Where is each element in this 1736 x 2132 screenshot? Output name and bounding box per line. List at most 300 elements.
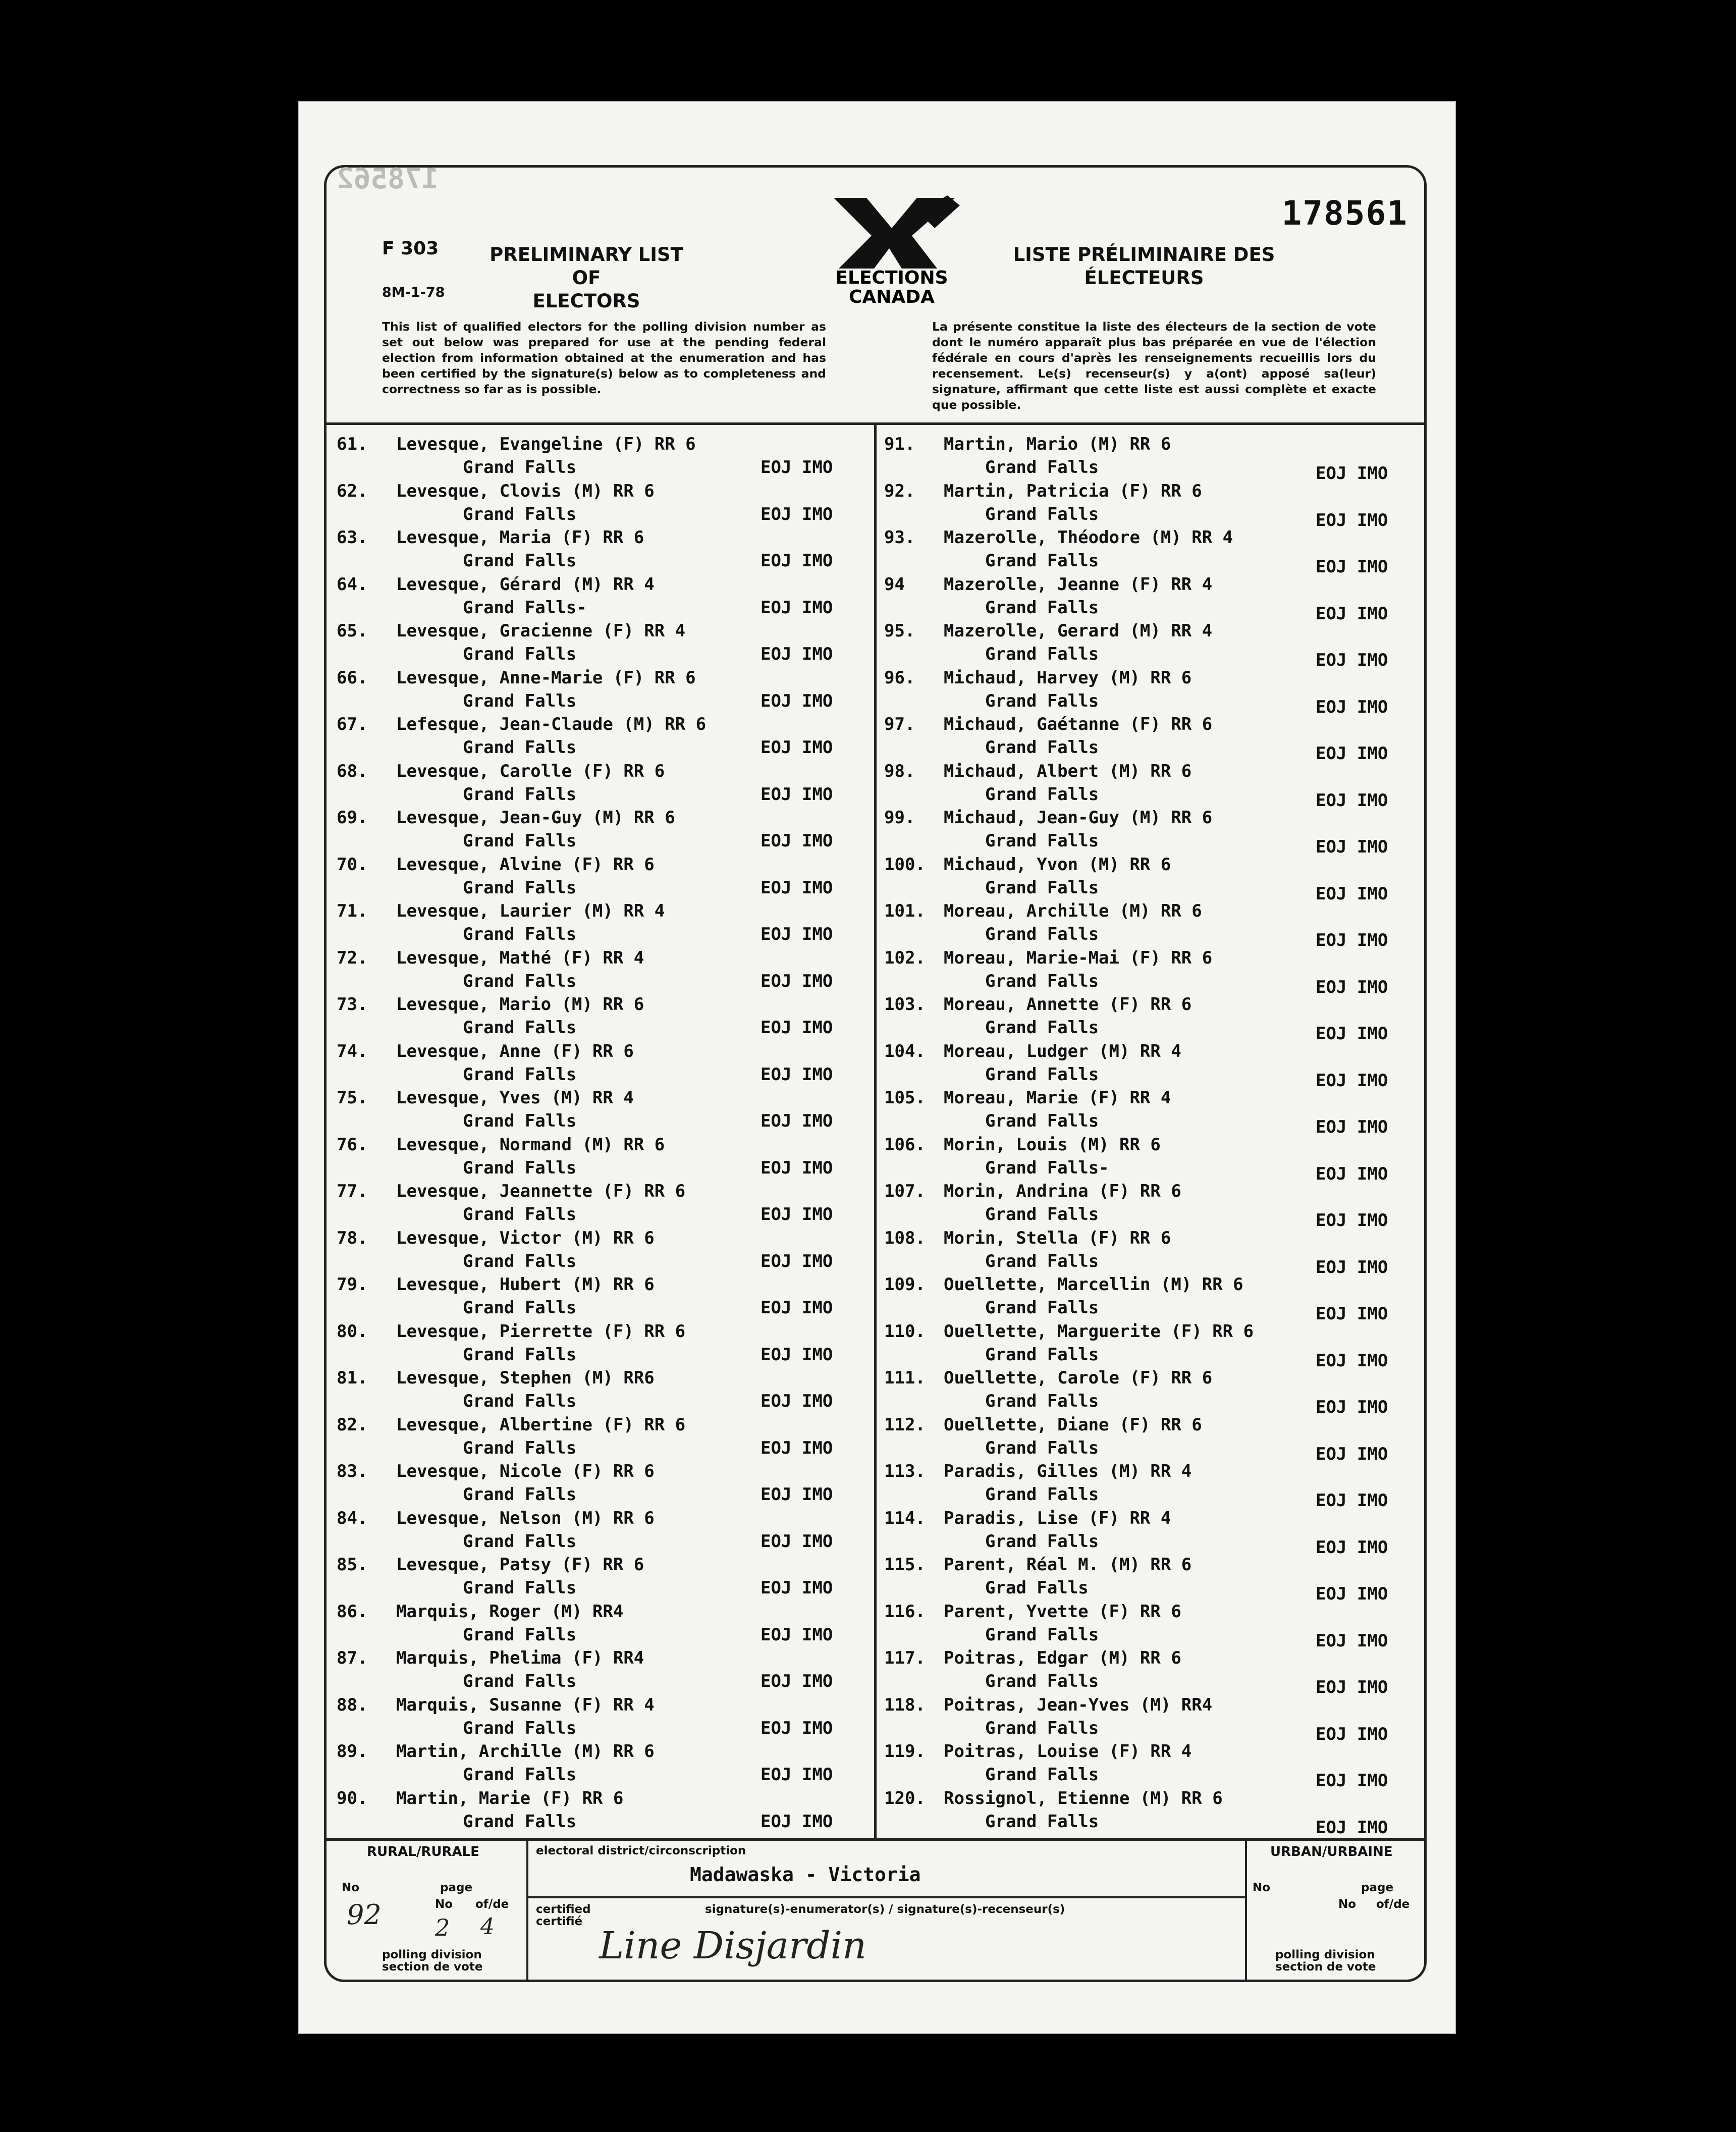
- elector-place: Grand Falls: [463, 1018, 577, 1038]
- elector-line-1: [337, 1041, 634, 1061]
- elector-line-1: [884, 668, 1191, 688]
- elector-number: 79.: [337, 1274, 368, 1295]
- elector-postal-code: EOJ IMO: [761, 924, 833, 944]
- elector-entry: [337, 761, 861, 808]
- elector-postal-code: EOJ IMO: [1316, 1537, 1388, 1558]
- elector-name: Levesque, Stephen (M) RR6: [396, 1368, 655, 1388]
- elector-place: Grand Falls: [463, 1391, 577, 1411]
- elector-entry: [884, 1368, 1414, 1415]
- elector-entry: [337, 1695, 861, 1742]
- elector-number: 69.: [337, 808, 368, 828]
- elector-entry: [884, 621, 1414, 668]
- elector-postal-code: EOJ IMO: [761, 1391, 833, 1411]
- elector-place: Grand Falls: [985, 831, 1099, 851]
- elector-place: Grand Falls: [985, 1391, 1099, 1411]
- elector-place: Grand Falls: [985, 644, 1099, 664]
- elector-number: 76.: [337, 1134, 368, 1155]
- elector-number: 62.: [337, 481, 368, 501]
- elector-number: 107.: [884, 1181, 926, 1201]
- elector-name: Martin, Patricia (F) RR 6: [944, 481, 1202, 501]
- elector-postal-code: EOJ IMO: [761, 1437, 833, 1458]
- elector-entry: [337, 994, 861, 1041]
- elector-line-1: [884, 948, 1212, 968]
- elector-name: Levesque, Anne (F) RR 6: [396, 1041, 634, 1061]
- elector-name: Moreau, Marie-Mai (F) RR 6: [944, 947, 1213, 968]
- elector-entry: [884, 808, 1414, 855]
- elector-postal-code: EOJ IMO: [1316, 1630, 1388, 1651]
- elector-postal-code: EOJ IMO: [1316, 463, 1388, 484]
- elector-place: Grand Falls: [985, 504, 1099, 524]
- elector-number: 86.: [337, 1601, 368, 1622]
- elector-number: 78.: [337, 1228, 368, 1248]
- elector-number: 106.: [884, 1134, 926, 1155]
- elector-postal-code: EOJ IMO: [761, 1204, 833, 1224]
- elector-name: Morin, Stella (F) RR 6: [944, 1228, 1171, 1248]
- elector-entry: [884, 901, 1414, 948]
- elector-line-1: [337, 1508, 655, 1528]
- elector-entry: [337, 574, 861, 621]
- elector-line-1: [337, 574, 655, 595]
- elector-name: Levesque, Gracienne (F) RR 4: [396, 621, 686, 641]
- elector-line-1: [884, 1135, 1161, 1155]
- elector-place: Grand Falls: [985, 1064, 1099, 1085]
- elector-place: Grand Falls: [463, 1251, 577, 1271]
- elector-number: 95.: [884, 621, 915, 641]
- elector-place: Grand Falls: [463, 784, 577, 805]
- electors-list: [327, 422, 1424, 1841]
- elector-postal-code: EOJ IMO: [1316, 697, 1388, 717]
- elector-name: Parent, Réal M. (M) RR 6: [944, 1555, 1192, 1575]
- elector-postal-code: EOJ IMO: [761, 1064, 833, 1085]
- elector-name: Poitras, Louise (F) RR 4: [944, 1741, 1192, 1762]
- elector-line-1: [884, 855, 1171, 875]
- elector-number: 63.: [337, 527, 368, 548]
- certified-label-1: certified: [536, 1903, 591, 1916]
- elector-place: Grand Falls: [463, 1671, 577, 1691]
- elector-entry: [337, 1321, 861, 1368]
- elector-place: Grand Falls: [463, 457, 577, 477]
- elector-postal-code: EOJ IMO: [1316, 1444, 1388, 1464]
- elector-place: Grand Falls: [985, 1718, 1099, 1738]
- elector-number: 88.: [337, 1694, 368, 1715]
- elector-place: Grand Falls: [985, 1344, 1099, 1365]
- elector-place: Grand Falls: [985, 1624, 1099, 1645]
- elector-postal-code: EOJ IMO: [761, 1298, 833, 1318]
- elector-place: Grand Falls: [463, 1578, 577, 1598]
- elector-name: Moreau, Ludger (M) RR 4: [944, 1041, 1181, 1061]
- elector-line-1: [337, 994, 644, 1015]
- elector-name: Levesque, Clovis (M) RR 6: [396, 481, 655, 501]
- signature-label: signature(s)-enumerator(s) / signature(s)-recenseur(s): [705, 1903, 1065, 1916]
- elector-line-1: [884, 714, 1212, 734]
- elector-place: Grand Falls: [985, 877, 1099, 898]
- elector-number: 100.: [884, 854, 926, 875]
- elector-line-1: [337, 1461, 655, 1481]
- elector-entry: [337, 1274, 861, 1321]
- elector-name: Levesque, Alvine (F) RR 6: [396, 854, 655, 875]
- logo-text-line-1: ELECTIONS: [835, 268, 948, 288]
- elector-entry: [884, 1508, 1414, 1558]
- elector-name: Moreau, Marie (F) RR 4: [944, 1088, 1171, 1108]
- elector-name: Ouellette, Carole (F) RR 6: [944, 1368, 1213, 1388]
- elector-line-1: [337, 714, 706, 734]
- elector-line-1: [337, 855, 655, 875]
- elector-name: Levesque, Anne-Marie (F) RR 6: [396, 667, 696, 688]
- elector-postal-code: EOJ IMO: [761, 1624, 833, 1645]
- rural-no-label: No: [342, 1881, 360, 1894]
- elector-entry: [884, 1415, 1414, 1462]
- elector-entry: [337, 1041, 861, 1088]
- elector-line-1: [884, 1041, 1181, 1061]
- elector-name: Levesque, Patsy (F) RR 6: [396, 1555, 644, 1575]
- elector-line-1: [884, 1321, 1254, 1342]
- elector-place: Grad Falls: [985, 1578, 1089, 1598]
- elector-postal-code: EOJ IMO: [761, 597, 833, 618]
- elector-line-1: [337, 1135, 665, 1155]
- elector-number: 90.: [337, 1788, 368, 1808]
- elector-place: Grand Falls: [985, 1811, 1099, 1832]
- elector-line-1: [337, 1321, 685, 1342]
- elector-line-1: [884, 621, 1212, 641]
- elector-postal-code: EOJ IMO: [761, 504, 833, 524]
- elector-line-1: [884, 1695, 1212, 1715]
- elector-line-1: [884, 1508, 1171, 1528]
- elector-entry: [884, 481, 1414, 528]
- title-fr-line-2: ÉLECTEURS: [1084, 267, 1204, 289]
- elector-entry: [337, 1135, 861, 1182]
- elector-line-1: [884, 1181, 1181, 1201]
- elector-line-1: [884, 1741, 1191, 1762]
- elector-line-1: [337, 481, 655, 501]
- elector-line-1: [337, 761, 665, 781]
- elector-line-1: [337, 1274, 655, 1295]
- elector-number: 94: [884, 574, 905, 595]
- elector-name: Mazerolle, Gerard (M) RR 4: [944, 621, 1213, 641]
- x-mark-icon: [819, 188, 965, 269]
- elector-place: Grand Falls: [463, 1718, 577, 1738]
- elector-postal-code: EOJ IMO: [1316, 837, 1388, 857]
- elector-line-1: [337, 1788, 623, 1808]
- elector-entry: [884, 1788, 1414, 1838]
- title-en-line-1: PRELIMINARY LIST OF: [490, 244, 683, 289]
- elector-place: Grand Falls: [985, 597, 1099, 618]
- elector-postal-code: EOJ IMO: [1316, 1257, 1388, 1277]
- elector-postal-code: EOJ IMO: [1316, 557, 1388, 577]
- rural-polling-division-label-1: polling division: [382, 1948, 482, 1961]
- urban-polling-division-label-1: polling division: [1275, 1948, 1375, 1961]
- elector-place: Grand Falls: [985, 1531, 1099, 1552]
- elector-line-1: [337, 901, 665, 921]
- elector-place: Grand Falls: [985, 924, 1099, 944]
- elector-entry: [884, 1135, 1414, 1182]
- elector-number: 74.: [337, 1041, 368, 1061]
- elector-postal-code: EOJ IMO: [1316, 1677, 1388, 1697]
- elector-postal-code: EOJ IMO: [761, 784, 833, 805]
- title-french: [1013, 243, 1275, 290]
- elector-number: 111.: [884, 1368, 926, 1388]
- elector-line-1: [884, 1274, 1243, 1295]
- elector-entry: [337, 1602, 861, 1648]
- elector-postal-code: EOJ IMO: [1316, 743, 1388, 764]
- elector-place: Grand Falls: [463, 1811, 577, 1832]
- elector-number: 110.: [884, 1321, 926, 1342]
- elector-place: Grand Falls: [985, 1111, 1099, 1131]
- elector-name: Levesque, Jeannette (F) RR 6: [396, 1181, 686, 1201]
- elector-entry: [884, 1228, 1414, 1275]
- elector-line-1: [337, 621, 685, 641]
- elector-entry: [337, 855, 861, 901]
- elector-place: Grand Falls: [985, 690, 1099, 711]
- elector-number: 108.: [884, 1228, 926, 1248]
- elector-number: 65.: [337, 621, 368, 641]
- elector-entry: [884, 1648, 1414, 1695]
- elector-line-1: [884, 574, 1212, 595]
- elector-postal-code: EOJ IMO: [761, 1018, 833, 1038]
- elector-place: Grand Falls: [985, 784, 1099, 805]
- elector-line-1: [337, 948, 644, 968]
- elector-entry: [337, 1415, 861, 1462]
- elector-postal-code: EOJ IMO: [1316, 790, 1388, 811]
- elector-number: 101.: [884, 901, 926, 921]
- elector-place: Grand Falls-: [463, 597, 587, 618]
- elector-number: 103.: [884, 994, 926, 1015]
- district-value: Madawaska - Victoria: [690, 1863, 921, 1886]
- elector-entry: [337, 1788, 861, 1835]
- elector-postal-code: EOJ IMO: [761, 1718, 833, 1738]
- elector-postal-code: EOJ IMO: [761, 1111, 833, 1131]
- elector-line-1: [884, 1602, 1181, 1622]
- elector-name: Levesque, Victor (M) RR 6: [396, 1228, 655, 1248]
- elector-number: 114.: [884, 1508, 926, 1528]
- elector-number: 120.: [884, 1788, 926, 1808]
- elector-number: 73.: [337, 994, 368, 1015]
- elector-name: Martin, Marie (F) RR 6: [396, 1788, 624, 1808]
- elector-place: Grand Falls: [463, 737, 577, 758]
- elector-postal-code: EOJ IMO: [761, 690, 833, 711]
- elector-postal-code: EOJ IMO: [761, 1344, 833, 1365]
- elector-entry: [884, 854, 1414, 904]
- elector-line-1: [884, 808, 1212, 828]
- elector-entry: [884, 761, 1414, 811]
- elector-postal-code: EOJ IMO: [761, 1157, 833, 1178]
- logo-text: [819, 269, 965, 307]
- elector-line-1: [337, 1741, 655, 1762]
- elector-number: 71.: [337, 901, 368, 921]
- elector-name: Marquis, Phelima (F) RR4: [396, 1648, 644, 1668]
- elector-postal-code: EOJ IMO: [1316, 930, 1388, 950]
- elector-postal-code: EOJ IMO: [1316, 1350, 1388, 1371]
- elector-number: 93.: [884, 527, 915, 548]
- electors-list-form: [324, 165, 1427, 1982]
- elector-line-1: [337, 1695, 655, 1715]
- elector-name: Mazerolle, Jeanne (F) RR 4: [944, 574, 1213, 595]
- elector-entry: [337, 808, 861, 855]
- elector-number: 91.: [884, 434, 915, 454]
- elector-name: Michaud, Jean-Guy (M) RR 6: [944, 808, 1213, 828]
- elector-name: Michaud, Albert (M) RR 6: [944, 761, 1192, 781]
- elector-entry: [884, 948, 1414, 995]
- elector-line-1: [884, 1228, 1171, 1248]
- elector-name: Poitras, Edgar (M) RR 6: [944, 1648, 1181, 1668]
- form-serial-number: 178561: [1281, 194, 1408, 233]
- elector-number: 64.: [337, 574, 368, 595]
- elector-postal-code: EOJ IMO: [1316, 977, 1388, 997]
- urban-label: URBAN/URBAINE: [1270, 1844, 1393, 1859]
- elector-name: Parent, Yvette (F) RR 6: [944, 1601, 1181, 1622]
- elections-canada-logo: [819, 188, 965, 307]
- elector-name: Michaud, Gaétanne (F) RR 6: [944, 714, 1213, 734]
- elector-place: Grand Falls: [463, 1344, 577, 1365]
- elector-place: Grand Falls: [463, 1484, 577, 1505]
- elector-line-1: [884, 527, 1233, 548]
- elector-name: Mazerolle, Théodore (M) RR 4: [944, 527, 1233, 548]
- form-date: 8M-1-78: [382, 285, 445, 300]
- elector-postal-code: EOJ IMO: [761, 1251, 833, 1271]
- elector-place: Grand Falls: [463, 1157, 577, 1178]
- elector-postal-code: EOJ IMO: [1316, 883, 1388, 904]
- elector-place: Grand Falls: [985, 737, 1099, 758]
- elector-entry: [884, 1461, 1414, 1511]
- elector-number: 92.: [884, 481, 915, 501]
- elector-name: Levesque, Gérard (M) RR 4: [396, 574, 655, 595]
- elector-place: Grand Falls: [463, 1437, 577, 1458]
- urban-page-of-label: of/de: [1376, 1898, 1410, 1911]
- elector-number: 80.: [337, 1321, 368, 1342]
- elector-line-1: [884, 1415, 1202, 1435]
- rural-label: RURAL/RURALE: [367, 1844, 479, 1859]
- elector-entry: [337, 527, 861, 574]
- elector-name: Levesque, Laurier (M) RR 4: [396, 901, 665, 921]
- elector-place: Grand Falls: [463, 551, 577, 571]
- elector-name: Paradis, Lise (F) RR 4: [944, 1508, 1171, 1528]
- elector-number: 77.: [337, 1181, 368, 1201]
- elector-place: Grand Falls: [463, 1624, 577, 1645]
- elector-number: 109.: [884, 1274, 926, 1295]
- elector-place: Grand Falls: [463, 971, 577, 991]
- elector-entry: [884, 668, 1414, 715]
- elector-entry: [884, 1555, 1414, 1602]
- elector-number: 112.: [884, 1414, 926, 1435]
- elector-postal-code: EOJ IMO: [761, 877, 833, 898]
- elector-line-1: [884, 434, 1171, 454]
- elector-entry: [337, 621, 861, 668]
- elector-line-1: [337, 1181, 685, 1201]
- urban-polling-division-label-2: section de vote: [1275, 1960, 1376, 1974]
- elector-name: Levesque, Mathé (F) RR 4: [396, 947, 644, 968]
- elector-line-1: [884, 901, 1202, 921]
- enumerator-signature: Line Disjardin: [599, 1924, 866, 1967]
- elector-postal-code: EOJ IMO: [1316, 1024, 1388, 1044]
- elector-place: Grand Falls: [985, 457, 1099, 477]
- elector-line-1: [337, 1088, 634, 1108]
- electors-column-left: [337, 434, 861, 1835]
- elector-number: 116.: [884, 1601, 926, 1622]
- elector-number: 87.: [337, 1648, 368, 1668]
- elector-number: 98.: [884, 761, 915, 781]
- elector-name: Marquis, Roger (M) RR4: [396, 1601, 624, 1622]
- elector-postal-code: EOJ IMO: [1316, 1070, 1388, 1091]
- elector-place: Grand Falls: [463, 1111, 577, 1131]
- elector-number: 113.: [884, 1461, 926, 1481]
- elector-place: Grand Falls: [463, 1064, 577, 1085]
- page-of-number: 4: [480, 1914, 495, 1940]
- elector-place: Grand Falls: [463, 1204, 577, 1224]
- elector-postal-code: EOJ IMO: [1316, 1397, 1388, 1417]
- elector-entry: [884, 574, 1414, 624]
- elector-postal-code: EOJ IMO: [1316, 510, 1388, 530]
- elector-entry: [337, 481, 861, 528]
- elector-entry: [337, 1555, 861, 1602]
- page-number: 2: [435, 1914, 450, 1941]
- elector-entry: [884, 1274, 1414, 1324]
- elector-postal-code: EOJ IMO: [1316, 1817, 1388, 1838]
- elector-line-1: [884, 761, 1191, 781]
- rural-page-no-label: No: [435, 1898, 453, 1911]
- document-page: [298, 101, 1456, 2034]
- elector-number: 105.: [884, 1088, 926, 1108]
- elector-number: 119.: [884, 1741, 926, 1762]
- elector-number: 66.: [337, 667, 368, 688]
- rural-page-of-label: of/de: [475, 1898, 509, 1911]
- column-divider: [874, 425, 877, 1838]
- elector-line-1: [884, 481, 1202, 501]
- rural-page-label: page: [440, 1881, 473, 1894]
- elector-line-1: [337, 434, 696, 454]
- elector-place: Grand Falls: [985, 1765, 1099, 1785]
- elector-entry: [884, 527, 1414, 577]
- elector-place: Grand Falls-: [985, 1157, 1109, 1178]
- elector-number: 96.: [884, 667, 915, 688]
- elector-name: Michaud, Yvon (M) RR 6: [944, 854, 1171, 875]
- elector-number: 115.: [884, 1555, 926, 1575]
- elector-name: Levesque, Nicole (F) RR 6: [396, 1461, 655, 1481]
- elector-postal-code: EOJ IMO: [1316, 650, 1388, 670]
- elector-name: Moreau, Archille (M) RR 6: [944, 901, 1202, 921]
- elector-postal-code: EOJ IMO: [761, 644, 833, 664]
- elector-entry: [884, 434, 1414, 484]
- elector-entry: [337, 1648, 861, 1695]
- elector-number: 83.: [337, 1461, 368, 1481]
- elector-name: Levesque, Carolle (F) RR 6: [396, 761, 665, 781]
- elector-place: Grand Falls: [985, 1204, 1099, 1224]
- form-footer: [327, 1838, 1424, 1982]
- elector-entry: [884, 1321, 1414, 1371]
- elector-place: Grand Falls: [463, 1765, 577, 1785]
- elector-place: Grand Falls: [985, 971, 1099, 991]
- urban-page-no-label: No: [1338, 1898, 1357, 1911]
- elector-number: 118.: [884, 1694, 926, 1715]
- elector-name: Ouellette, Marcellin (M) RR 6: [944, 1274, 1243, 1295]
- elector-name: Martin, Mario (M) RR 6: [944, 434, 1171, 454]
- elector-place: Grand Falls: [463, 877, 577, 898]
- elector-name: Levesque, Albertine (F) RR 6: [396, 1414, 686, 1435]
- elector-line-1: [337, 1415, 685, 1435]
- elector-line-1: [337, 1228, 655, 1248]
- intro-french: La présente constitue la liste des électeurs de la section de vote dont le numéro apparaît plus bas préparée en vue de l'élection fédérale en cours d'après les renseignements recueillis lors du recensement. Le(s) recenseur(s) y a(ont) apposé sa(leur) signature, affirmant que cette liste est aussi complète et exacte que possible.: [932, 319, 1376, 412]
- elector-line-1: [337, 808, 675, 828]
- elector-number: 67.: [337, 714, 368, 734]
- elector-name: Martin, Archille (M) RR 6: [396, 1741, 655, 1762]
- elector-postal-code: EOJ IMO: [761, 1484, 833, 1505]
- elector-place: Grand Falls: [985, 551, 1099, 571]
- elector-number: 102.: [884, 947, 926, 968]
- elector-number: 104.: [884, 1041, 926, 1061]
- elector-place: Grand Falls: [463, 504, 577, 524]
- elector-place: Grand Falls: [985, 1251, 1099, 1271]
- elector-place: Grand Falls: [463, 924, 577, 944]
- elector-entry: [337, 434, 861, 481]
- elector-name: Levesque, Jean-Guy (M) RR 6: [396, 808, 675, 828]
